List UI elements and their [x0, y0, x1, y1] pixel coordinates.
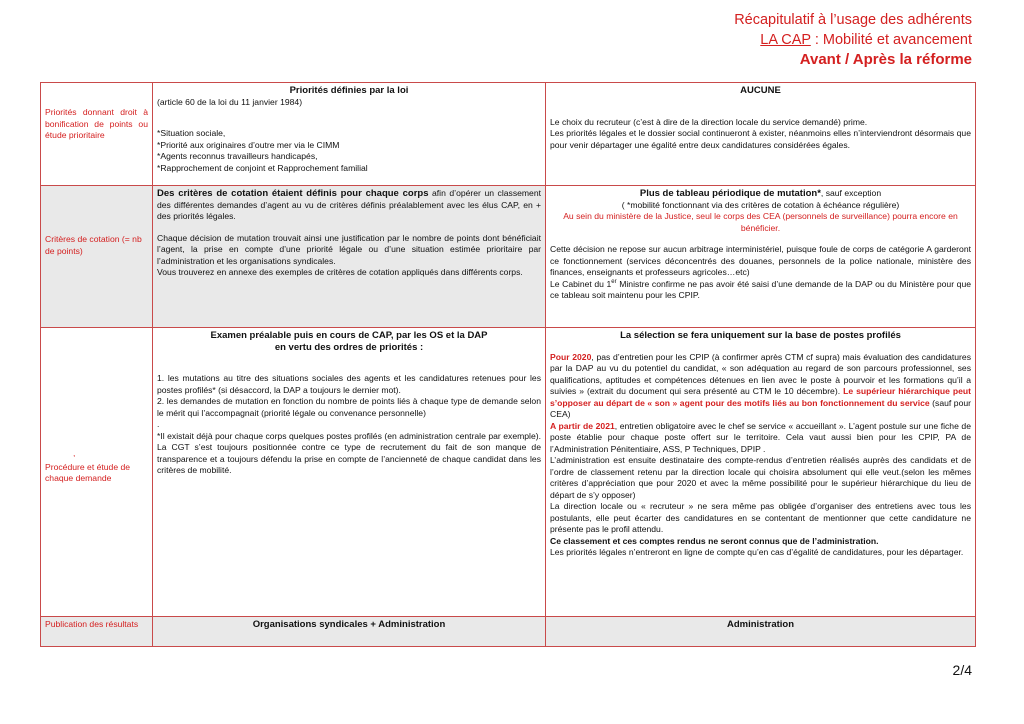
cell-paragraph: Cette décision ne repose sur aucun arbitrage interministériel, puisque foule de corps de catégorie A garderont ce fonctionnement (services déconcentrés des douanes, personnels de la police nationale, ministère des finances, enseignants et professeurs agricoles…etc)	[550, 244, 971, 277]
cell-paragraph: Les priorités légales n’entreront en ligne de compte qu’en cas d’égalité de candidatures, pour les départager.	[550, 547, 964, 557]
header-before-after: Avant / Après la réforme	[799, 51, 972, 68]
cell-title: Examen préalable puis en cours de CAP, par les OS et la DAP	[210, 330, 488, 341]
cell-paragraph: Pour 2020, pas d’entretien pour les CPIP (à confirmer après CTM cf supra) mais évaluation des candidatures par la DAP au vu du potentiel du candidat, « son adéquation au regard de son parcours professionnel, ses qualifications, aptitudes et compétences détenues en lien avec le poste à pourvoir et les formations qu’il a suivies » (extrait du document qui sera présenté au CTM le 10 décembre). Le supérieur hiérarchique peut s’opposer au départ de « son » agent pour des motifs liés au bon fonctionnement du service (sauf pour CEA)	[550, 351, 971, 419]
table-row	[41, 617, 976, 647]
cell-subtitle: (article 60 de la loi du 11 janvier 1984)	[157, 96, 303, 107]
cell-paragraph: .	[157, 419, 160, 429]
row-label-procedure: , Procédure et étude de chaque demande	[41, 328, 153, 617]
cell-before-priorites	[153, 83, 546, 186]
cell-paragraph: Vous trouverez en annexe des exemples de critères de cotation appliqués dans différents corps.	[157, 267, 523, 277]
cell-paragraph: Ce classement et ces comptes rendus ne seront connus que de l’administration.	[550, 535, 879, 546]
cell-subtitle: ( *mobilité fonctionnant via des critères de cotation à échéance régulière)	[621, 199, 900, 210]
cell-paragraph: L’administration est ensuite destinataire des compte-rendus d’entretien réalisés auprès des candidats et de l’ordre de classement retenu par la direction locale qui choisira absolument qui elle veut.(selon les mêmes critères d’appréciation que pour 2020 et avec la même possibilité pour le supérieur hiérarchique du lieu de départ de s’y opposer)	[550, 455, 971, 500]
row-label-priorites: Priorités donnant droit à bonification de points ou étude prioritaire	[41, 83, 153, 186]
cell-before-procedure	[153, 328, 546, 617]
cell-paragraph: *Il existait déjà pour chaque corps quelques postes profilés (en administration centrale par exemple). La CGT s’est toujours positionnée contre ce type de recrutement du fait de son manque de transparence et a toujours défendu la prise en compte de l’ancienneté de chaque candidat dans les critères de mobilité.	[157, 430, 541, 475]
cell-title: La sélection se fera uniquement sur la base de postes profilés	[620, 330, 901, 341]
cell-note-red: Au sein du ministère de la Justice, seul le corps des CEA (personnels de surveillance) pourra encore en bénéficier.	[563, 211, 958, 233]
la-cap-link[interactable]: LA CAP	[760, 32, 811, 48]
cell-before-cotation	[153, 186, 546, 328]
cell-after-procedure	[546, 328, 976, 617]
cell-after-priorites	[546, 83, 976, 186]
cell-title: en vertu des ordres de priorités :	[274, 341, 424, 353]
list-item: *Priorité aux originaires d’outre mer via le CIMM	[157, 139, 340, 150]
cell-paragraph: A partir de 2021, entretien obligatoire avec le chef se service « accueillant ». L’agent postule sur une fiche de poste établie pour chaque poste offert sur le territoire. Cela vaut aussi bien pour les CPIP, PA de l’Administration Pénitentiaire, ASS, P Techniques, DPIP .	[550, 420, 971, 454]
cell-title: Administration	[726, 619, 795, 630]
row-label-cotation: Critères de cotation (= nb de points)	[41, 186, 153, 328]
page-number: 2/4	[952, 662, 972, 678]
document-header	[734, 10, 972, 70]
list-item: *Rapprochement de conjoint et Rapprochement familial	[157, 162, 368, 173]
cell-after-publication	[546, 617, 976, 647]
comparison-table	[40, 82, 976, 647]
header-subtitle	[734, 30, 972, 50]
table-row	[41, 186, 976, 328]
cell-paragraph: Les priorités légales et le dossier social continueront à exister, néanmoins elles n’interviendront désormais que pour venir départager une égalité entre deux candidatures considérées égales.	[550, 128, 971, 150]
list-item: *Situation sociale,	[157, 128, 226, 138]
table-row	[41, 328, 976, 617]
row-label-publication: Publication des résultats	[41, 617, 153, 647]
header-title: Récapitulatif à l’usage des adhérents	[734, 12, 972, 28]
table-row	[41, 83, 976, 186]
cell-paragraph: Le choix du recruteur (c’est à dire de la direction locale du service demandé) prime.	[550, 116, 868, 127]
cell-title: Priorités définies par la loi	[289, 85, 409, 96]
cell-title: Plus de tableau périodique de mutation*, sauf exception	[639, 188, 882, 199]
cell-title: Organisations syndicales + Administration	[252, 619, 446, 630]
cell-before-publication	[153, 617, 546, 647]
header-subtitle-rest: : Mobilité et avancement	[810, 32, 972, 48]
cell-after-cotation	[546, 186, 976, 328]
cell-paragraph: Le Cabinet du 1er Ministre confirme ne pas avoir été saisi d’une demande de la DAP ou du Ministère pour que ce tableau soit maintenu pour les CPIP.	[550, 278, 972, 300]
cell-paragraph: La direction locale ou « recruteur » ne sera même pas obligée d’organiser des entretiens avec tous les postulants, elle peut écarter des candidatures en se contentant de mentionner que cette candidature ne présente pas le profil attendu.	[550, 501, 971, 534]
cell-paragraph: 1. les mutations au titre des situations sociales des agents et les candidatures retenues pour les postes profilés* (si désaccord, la DAP a toujours le dernier mot).	[157, 373, 541, 395]
cell-paragraph: Des critères de cotation étaient définis pour chaque corps afin d’opérer un classement des différentes demandes d’agent au vu de critères définis préalablement avec les élus CAP, en + des priorités légales.	[157, 188, 541, 221]
list-item: *Agents reconnus travailleurs handicapés,	[157, 151, 318, 161]
cell-paragraph: 2. les demandes de mutation en fonction du nombre de points liés à chaque type de demande selon le mérit qui l’accompagnait (priorité légale ou convenance personnelle)	[157, 396, 541, 418]
cell-paragraph: Chaque décision de mutation trouvait ainsi une justification par le nombre de points dont bénéficiait l’agent, la prise en compte d’une priorité légale ou d’une situation estimée prioritaire par l’administration et les organisations syndicales.	[157, 232, 541, 266]
cell-title: AUCUNE	[740, 85, 781, 96]
